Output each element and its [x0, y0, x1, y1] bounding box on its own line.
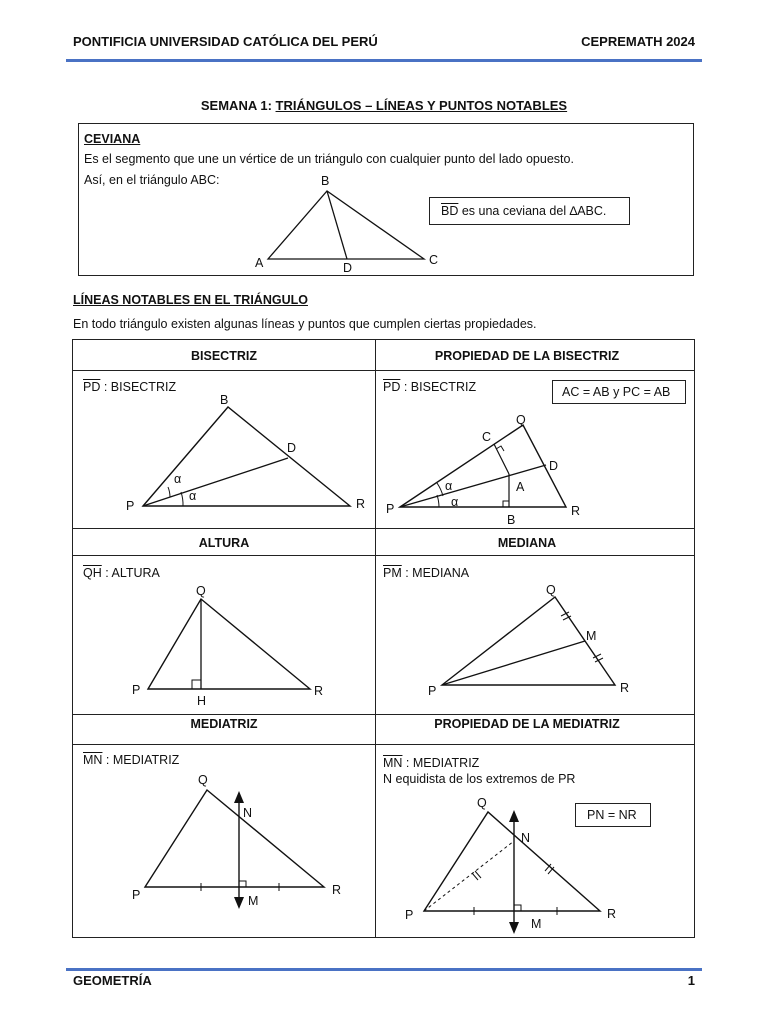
head-prop-bisectriz: PROPIEDAD DE LA BISECTRIZ — [434, 349, 620, 363]
bisectriz-figure — [126, 393, 365, 513]
svg-text:α: α — [445, 479, 453, 493]
svg-text:C: C — [482, 430, 492, 444]
svg-text:D: D — [549, 459, 559, 473]
label-B: B — [321, 174, 330, 188]
svg-text:Q: Q — [516, 413, 526, 427]
caption-mediana: $\overline{PM}$ : MEDIANA — [383, 566, 470, 580]
svg-text:R: R — [356, 497, 366, 511]
lineas-heading: LÍNEAS NOTABLES EN EL TRIÁNGULO — [73, 293, 308, 307]
mediatriz-figure — [132, 773, 341, 909]
mediana-figure — [428, 583, 629, 698]
label-C: C — [429, 253, 439, 267]
prop-mediatriz-note: PN = NR — [575, 803, 651, 827]
svg-text:P: P — [132, 683, 141, 697]
header-rule — [66, 59, 702, 62]
alpha-1: α — [174, 472, 182, 486]
head-mediana: MEDIANA — [497, 536, 557, 550]
alpha-2: α — [189, 489, 197, 503]
svg-text:R: R — [571, 504, 581, 518]
label-D: D — [343, 261, 353, 275]
svg-text:H: H — [197, 694, 207, 708]
label-A: A — [255, 256, 264, 270]
svg-text:R: R — [620, 681, 630, 695]
footer-subject: GEOMETRÍA — [73, 973, 152, 988]
table-figures — [73, 340, 696, 939]
ceviana-heading: CEVIANA — [84, 132, 141, 146]
page-footer — [73, 973, 695, 993]
svg-text:B: B — [507, 513, 516, 527]
svg-text:Q: Q — [196, 584, 206, 598]
caption-altura: $\overline{QH}$ : ALTURA — [83, 566, 160, 580]
svg-text:R: R — [332, 883, 342, 897]
head-mediatriz: MEDIATRIZ — [190, 717, 258, 731]
svg-text:N: N — [243, 806, 253, 820]
caption-prop-bisectriz: $\overline{PD}$ : BISECTRIZ — [383, 380, 477, 394]
svg-text:N: N — [521, 831, 531, 845]
prop-mediatriz-figure — [405, 796, 616, 934]
ceviana-note: $\overline{BD}$ es una ceviana del ∆ABC. — [429, 197, 630, 225]
head-prop-mediatriz: PROPIEDAD DE LA MEDIATRIZ — [434, 717, 620, 731]
svg-text:Q: Q — [198, 773, 208, 787]
prop-bisectriz-figure — [386, 413, 580, 527]
svg-text:A: A — [516, 480, 525, 494]
page-header — [73, 34, 695, 54]
ceviana-example: Así, en el triángulo ABC: — [84, 173, 220, 187]
svg-text:P: P — [405, 908, 414, 922]
svg-text:D: D — [287, 441, 297, 455]
svg-text:M: M — [248, 894, 259, 908]
svg-text:M: M — [586, 629, 597, 643]
notable-lines-table — [72, 339, 695, 938]
ceviana-box — [78, 123, 694, 276]
svg-text:α: α — [451, 495, 459, 509]
ceviana-definition: Es el segmento que une un vértice de un triángulo con cualquier punto del lado opuesto. — [84, 152, 574, 166]
head-altura: ALTURA — [198, 536, 250, 550]
prop-bisectriz-note: AC = AB y PC = AB — [552, 380, 686, 404]
page-number: 1 — [687, 973, 695, 988]
svg-text:Q: Q — [546, 583, 556, 597]
lineas-intro: En todo triángulo existen algunas líneas y puntos que cumplen ciertas propiedades. — [73, 317, 537, 331]
footer-rule — [66, 968, 702, 971]
svg-text:R: R — [314, 684, 324, 698]
header-institution: PONTIFICIA UNIVERSIDAD CATÓLICA DEL PERÚ — [73, 34, 378, 49]
header-course: CEPREMATH 2024 — [581, 34, 695, 49]
altura-figure — [132, 584, 323, 708]
head-bisectriz: BISECTRIZ — [191, 349, 257, 363]
caption-mediatriz: $\overline{MN}$ : MEDIATRIZ — [83, 753, 180, 767]
svg-text:P: P — [386, 502, 395, 516]
svg-text:R: R — [607, 907, 617, 921]
svg-text:P: P — [132, 888, 141, 902]
svg-text:P: P — [428, 684, 437, 698]
page-title: SEMANA 1: TRIÁNGULOS – LÍNEAS Y PUNTOS NOTABLES — [200, 98, 568, 113]
svg-text:P: P — [126, 499, 135, 513]
caption-bisectriz: $\overline{PD}$ : BISECTRIZ — [83, 380, 177, 394]
svg-text:M: M — [531, 917, 542, 931]
prop-mediatriz-line2: N equidista de los extremos de PR — [383, 772, 576, 786]
svg-text:Q: Q — [477, 796, 487, 810]
title-topic: TRIÁNGULOS – LÍNEAS Y PUNTOS NOTABLES — [275, 98, 568, 113]
caption-prop-mediatriz: $\overline{MN}$ : MEDIATRIZ — [383, 756, 480, 770]
svg-text:B: B — [220, 393, 229, 407]
